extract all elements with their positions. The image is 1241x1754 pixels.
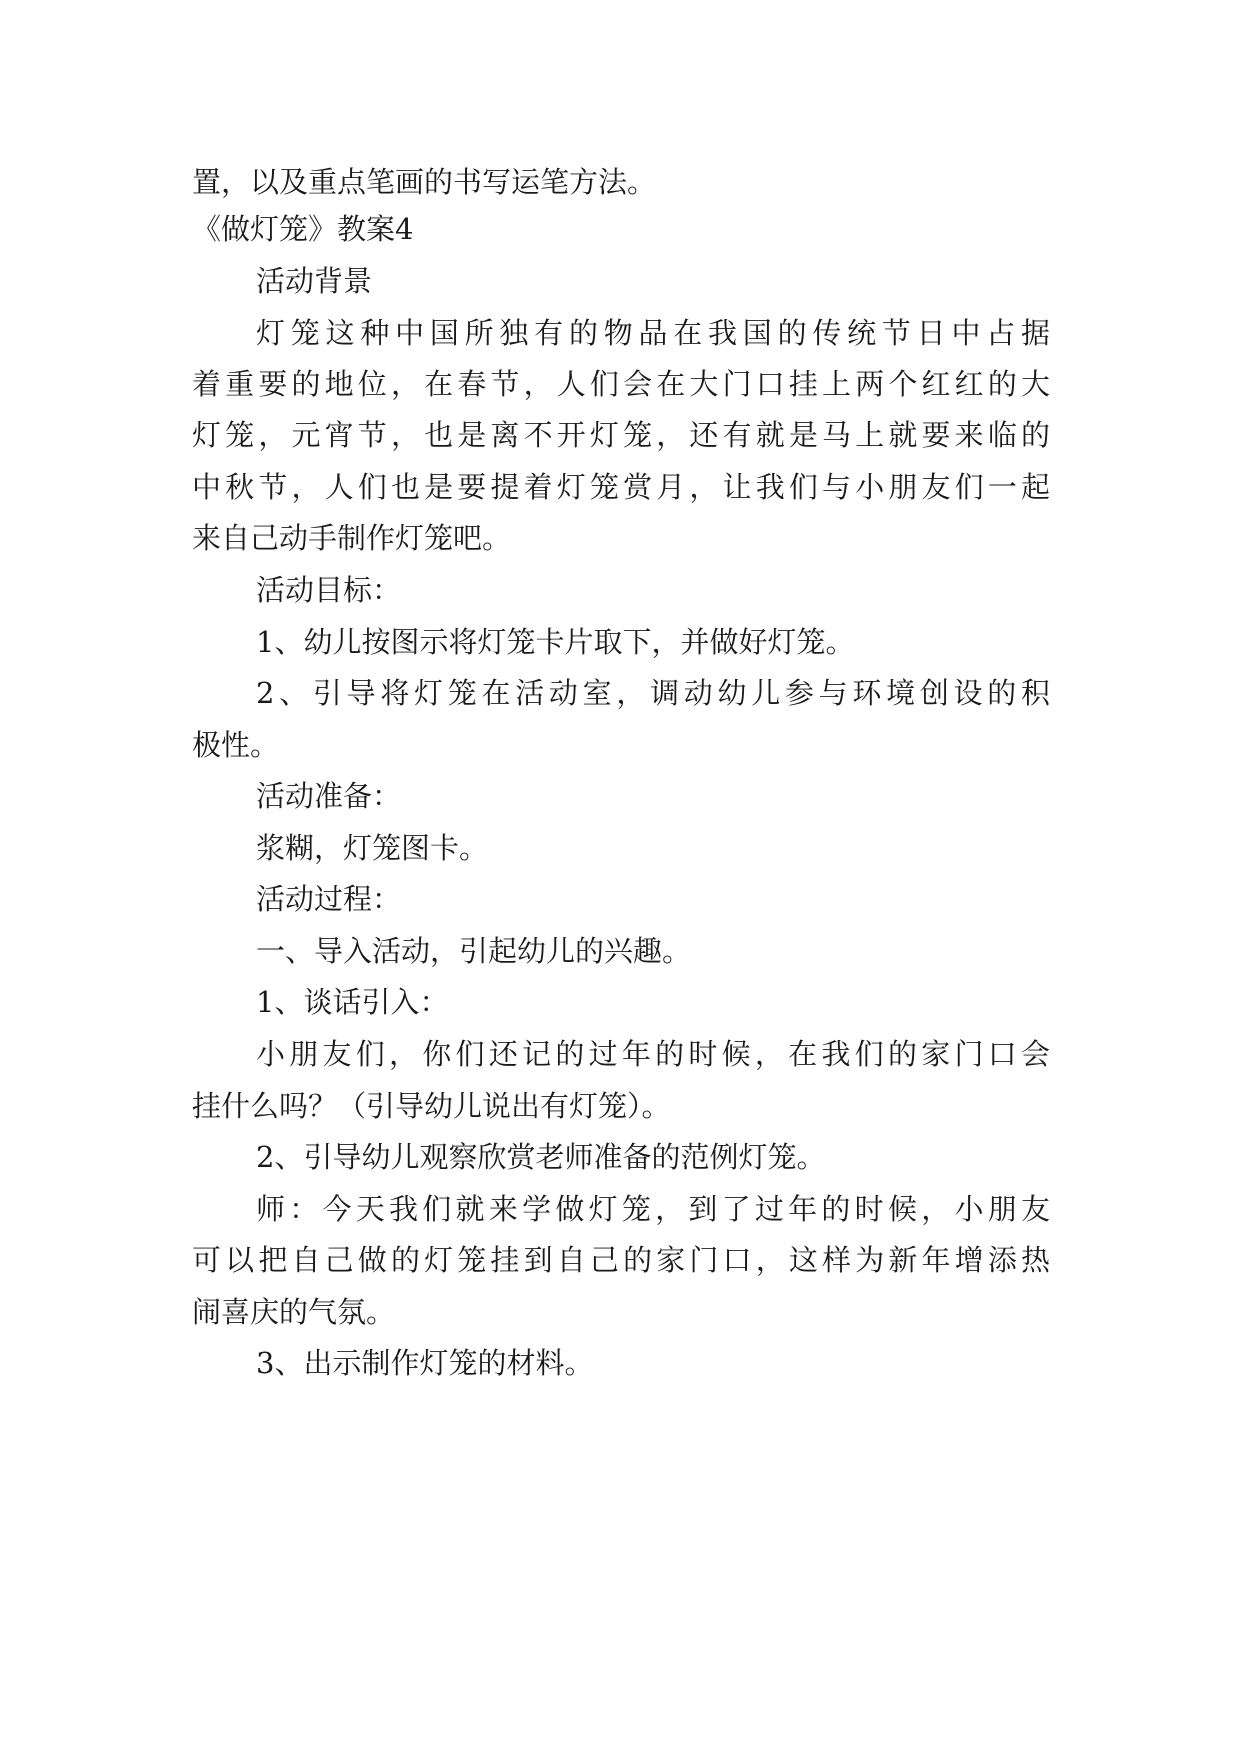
paragraph-line: 来自己动手制作灯笼吧。 xyxy=(192,521,512,555)
section-heading: 《做灯笼》教案4 xyxy=(192,212,414,246)
paragraph-line: 中秋节，人们也是要提着灯笼赏月，让我们与小朋友们一起 xyxy=(192,470,1050,504)
paragraph-line: 挂什么吗？（引导幼儿说出有灯笼）。 xyxy=(192,1089,671,1123)
subheading: 活动过程： xyxy=(256,882,402,916)
paragraph-line: 极性。 xyxy=(192,728,280,762)
paragraph-line: 着重要的地位，在春节，人们会在大门口挂上两个红红的大 xyxy=(192,367,1050,401)
paragraph-line: 灯笼这种中国所独有的物品在我国的传统节日中占据 xyxy=(256,316,1050,350)
subheading: 活动准备： xyxy=(256,779,402,813)
paragraph-line: 可以把自己做的灯笼挂到自己的家门口，这样为新年增添热 xyxy=(192,1243,1050,1277)
list-item: 1、幼儿按图示将灯笼卡片取下，并做好灯笼。 xyxy=(256,625,855,659)
paragraph-line: 小朋友们，你们还记的过年的时候，在我们的家门口会 xyxy=(256,1037,1050,1071)
list-item: 1、谈话引入： xyxy=(256,985,449,1019)
paragraph-line: 闹喜庆的气氛。 xyxy=(192,1295,396,1329)
list-item: 3、出示制作灯笼的材料。 xyxy=(256,1346,594,1380)
subheading: 活动目标： xyxy=(256,573,402,607)
paragraph-line: 灯笼，元宵节，也是离不开灯笼，还有就是马上就要来临的 xyxy=(192,418,1050,452)
subheading: 活动背景 xyxy=(256,264,373,298)
list-item: 2、引导幼儿观察欣赏老师准备的范例灯笼。 xyxy=(256,1140,826,1174)
paragraph-line: 浆糊，灯笼图卡。 xyxy=(256,831,489,865)
list-item: 一、导入活动，引起幼儿的兴趣。 xyxy=(256,934,692,968)
paragraph-line: 师：今天我们就来学做灯笼，到了过年的时候，小朋友 xyxy=(256,1192,1050,1226)
paragraph-line: 置，以及重点笔画的书写运笔方法。 xyxy=(192,165,657,199)
list-item: 2、引导将灯笼在活动室，调动幼儿参与环境创设的积 xyxy=(256,676,1050,710)
